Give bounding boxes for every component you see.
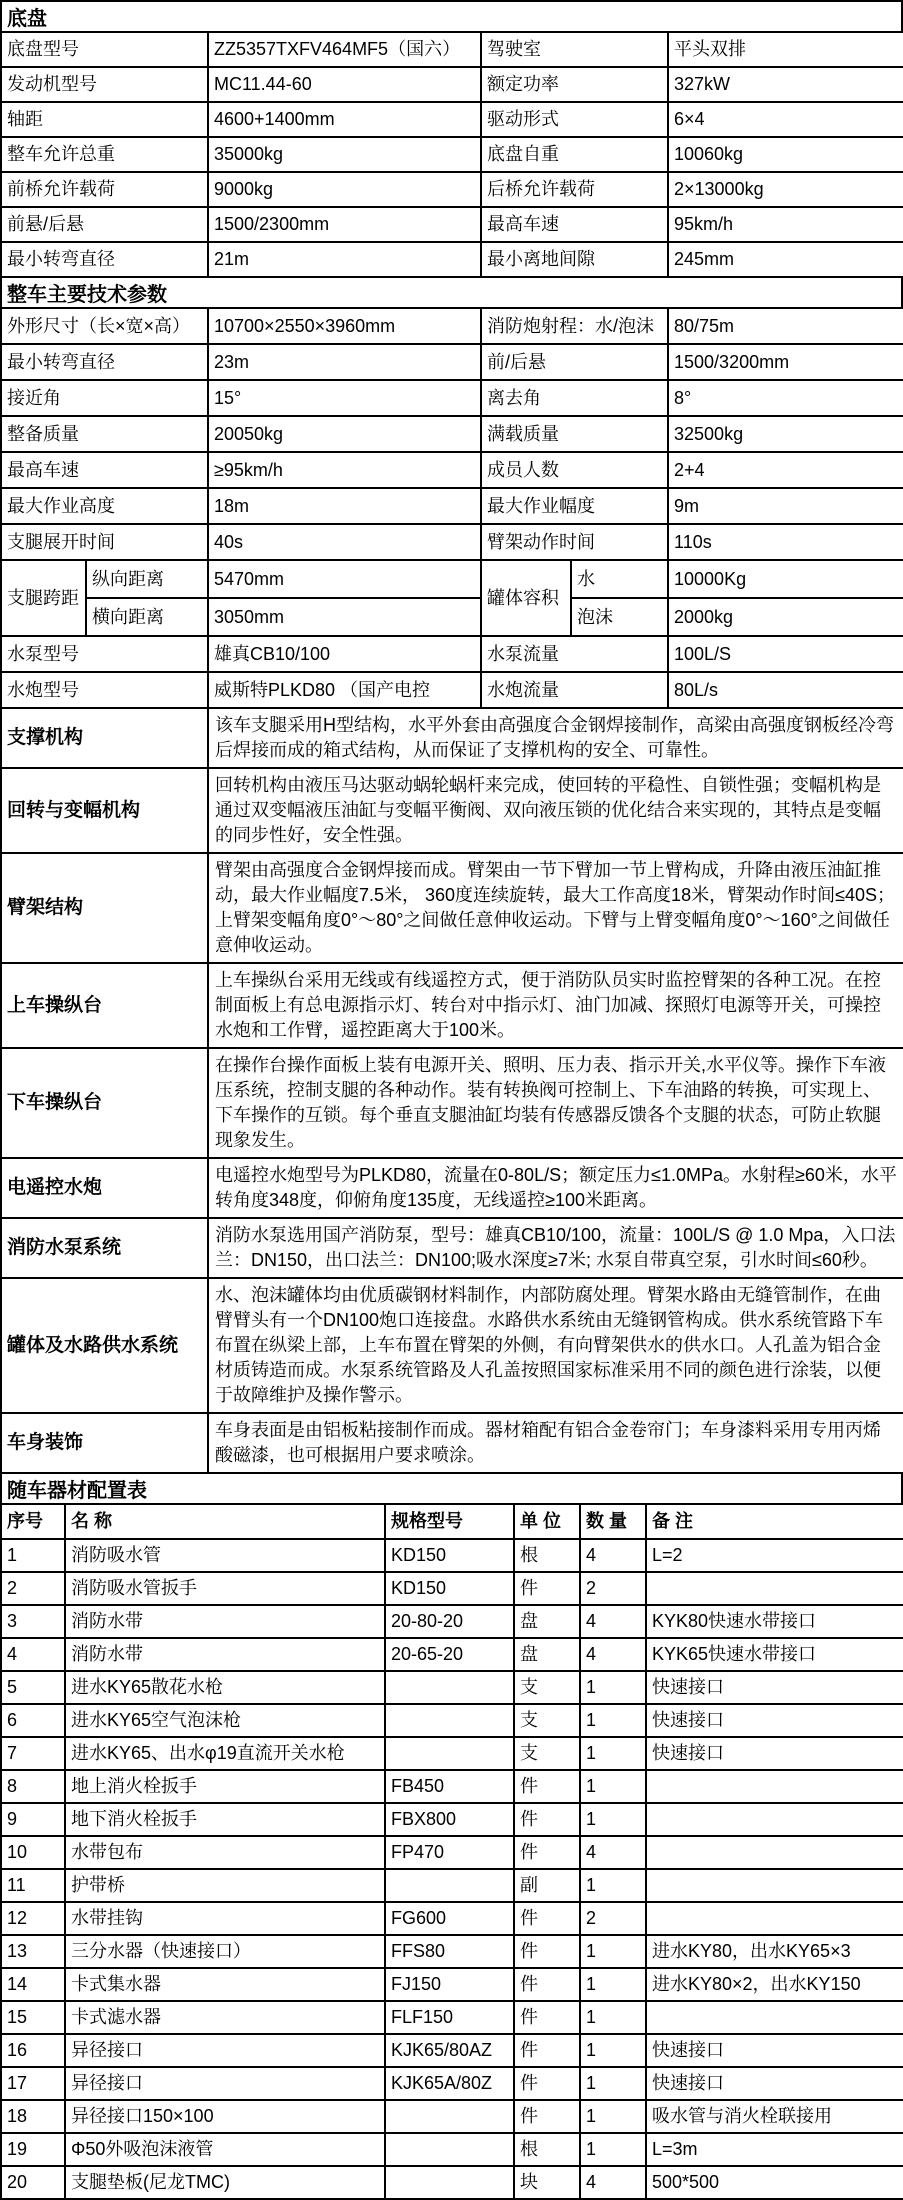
- description-label-cell: 罐体及水路供水系统: [1, 1278, 208, 1413]
- spec-value-cell: 5470mm: [208, 560, 481, 598]
- equipment-remark-cell: [646, 2001, 903, 2034]
- equipment-header-cell: 规格型号: [385, 1504, 514, 1539]
- chassis-row: [1, 102, 903, 137]
- equipment-model-cell: KJK65/80AZ: [385, 2034, 514, 2067]
- spec-value-cell: 35000kg: [208, 137, 481, 172]
- description-text-cell: 上车操纵台采用无线或有线遥控方式，便于消防队员实时监控臂架的各种工况。在控制面板上有总电源指示灯、转台对中指示灯、油门加减、探照灯电源等开关，可操控水炮和工作臂，遥控距离大于100米。: [208, 963, 903, 1048]
- equipment-unit-cell: 支: [514, 1737, 580, 1770]
- equipment-qty-cell: 2: [580, 1572, 646, 1605]
- description-text-cell: 臂架由高强度合金钢焊接而成。臂架由一节下臂加一节上臂构成，升降由液压油缸推动，最大作业幅度7.5米， 360度连续旋转，最大工作高度18米，臂架动作时间≤40S；上臂架变幅角度0°～80°之间做任意伸收运动。下臂与上臂变幅角度0°～160°之间做任意伸收运动。: [208, 853, 903, 963]
- spec-value-cell: 2000kg: [668, 598, 903, 636]
- description-table: [0, 707, 903, 1474]
- equipment-index-cell: 2: [1, 1572, 65, 1605]
- equipment-header-cell: 单 位: [514, 1504, 580, 1539]
- equipment-unit-cell: 件: [514, 1836, 580, 1869]
- equipment-remark-cell: KYK80快速水带接口: [646, 1605, 903, 1638]
- chassis-table: [0, 31, 903, 278]
- equipment-index-cell: 1: [1, 1539, 65, 1572]
- equipment-model-cell: KJK65A/80Z: [385, 2067, 514, 2100]
- equipment-model-cell: [385, 2166, 514, 2199]
- params-row: [1, 524, 903, 560]
- equipment-table: [0, 1503, 903, 2200]
- description-row: [1, 708, 903, 768]
- equipment-remark-cell: 进水KY80×2，出水KY150: [646, 1968, 903, 2001]
- equipment-row: [1, 1968, 903, 2001]
- spec-value-cell: 15°: [208, 380, 481, 416]
- equipment-name-cell: 支腿垫板(尼龙TMC): [65, 2166, 385, 2199]
- equipment-name-cell: 消防吸水管: [65, 1539, 385, 1572]
- equipment-unit-cell: 件: [514, 1770, 580, 1803]
- equipment-unit-cell: 盘: [514, 1638, 580, 1671]
- equipment-name-cell: 三分水器（快速接口）: [65, 1935, 385, 1968]
- spec-label-cell: 水炮流量: [481, 672, 668, 708]
- spec-sublabel-cell: 水: [571, 560, 668, 598]
- equipment-model-cell: [385, 1869, 514, 1902]
- equipment-name-cell: 地上消火栓扳手: [65, 1770, 385, 1803]
- description-text-cell: 该车支腿采用H型结构，水平外套由高强度合金钢焊接制作，高梁由高强度钢板经冷弯后焊接而成的箱式结构，从而保证了支撑机构的安全、可靠性。: [208, 708, 903, 768]
- equipment-remark-cell: [646, 1836, 903, 1869]
- spec-label-cell: 罐体容积: [481, 560, 571, 636]
- spec-label-cell: 臂架动作时间: [481, 524, 668, 560]
- equipment-row: [1, 1671, 903, 1704]
- spec-value-cell: 10060kg: [668, 137, 903, 172]
- section-title-params: 整车主要技术参数: [0, 276, 903, 309]
- params-row: [1, 636, 903, 672]
- description-text-cell: 回转机构由液压马达驱动蜗轮蜗杆来完成，使回转的平稳性、自锁性强；变幅机构是通过双变幅液压油缸与变幅平衡阀、双向液压锁的优化结合来实现的，其特点是变幅的同步性好，安全性强。: [208, 768, 903, 853]
- spec-label-cell: 额定功率: [481, 67, 668, 102]
- equipment-qty-cell: 1: [580, 1869, 646, 1902]
- equipment-remark-cell: [646, 1869, 903, 1902]
- spec-label-cell: 前/后悬: [481, 344, 668, 380]
- spec-value-cell: 100L/S: [668, 636, 903, 672]
- equipment-name-cell: 进水KY65散花水枪: [65, 1671, 385, 1704]
- description-text-cell: 在操作台操作面板上装有电源开关、照明、压力表、指示开关,水平仪等。操作下车液压系统，控制支腿的各种动作。装有转换阀可控制上、下车油路的转换，可实现上、下车操作的互锁。每个垂直支腿油缸均装有传感器反馈各个支腿的状态，可防止软腿现象发生。: [208, 1048, 903, 1158]
- spec-label-cell: 驱动形式: [481, 102, 668, 137]
- equipment-name-cell: 消防水带: [65, 1605, 385, 1638]
- description-label-cell: 车身装饰: [1, 1413, 208, 1473]
- params-row: [1, 416, 903, 452]
- equipment-name-cell: 地下消火栓扳手: [65, 1803, 385, 1836]
- equipment-remark-cell: 快速接口: [646, 2034, 903, 2067]
- spec-label-cell: 整车允许总重: [1, 137, 208, 172]
- equipment-qty-cell: 1: [580, 2100, 646, 2133]
- spec-label-cell: 最高车速: [481, 207, 668, 242]
- equipment-model-cell: [385, 1737, 514, 1770]
- description-row: [1, 1048, 903, 1158]
- spec-value-cell: ZZ5357TXFV464MF5（国六）: [208, 32, 481, 67]
- equipment-index-cell: 18: [1, 2100, 65, 2133]
- equipment-header-row: [1, 1504, 903, 1539]
- equipment-qty-cell: 4: [580, 1539, 646, 1572]
- equipment-index-cell: 16: [1, 2034, 65, 2067]
- spec-value-cell: 10700×2550×3960mm: [208, 308, 481, 344]
- equipment-remark-cell: 快速接口: [646, 2067, 903, 2100]
- spec-label-cell: 后桥允许载荷: [481, 172, 668, 207]
- equipment-row: [1, 1704, 903, 1737]
- equipment-model-cell: FJ150: [385, 1968, 514, 2001]
- spec-label-cell: 最小转弯直径: [1, 344, 208, 380]
- spec-label-cell: 最小离地间隙: [481, 242, 668, 277]
- equipment-qty-cell: 1: [580, 1770, 646, 1803]
- params-row: [1, 344, 903, 380]
- equipment-row: [1, 1902, 903, 1935]
- equipment-unit-cell: 支: [514, 1704, 580, 1737]
- spec-label-cell: 最小转弯直径: [1, 242, 208, 277]
- chassis-row: [1, 67, 903, 102]
- description-row: [1, 963, 903, 1048]
- spec-value-cell: 4600+1400mm: [208, 102, 481, 137]
- equipment-index-cell: 10: [1, 1836, 65, 1869]
- equipment-index-cell: 9: [1, 1803, 65, 1836]
- equipment-unit-cell: 件: [514, 2034, 580, 2067]
- spec-value-cell: 平头双排: [668, 32, 903, 67]
- spec-label-cell: 支腿跨距: [1, 560, 86, 636]
- spec-sublabel-cell: 纵向距离: [86, 560, 208, 598]
- equipment-index-cell: 20: [1, 2166, 65, 2199]
- spec-value-cell: 9000kg: [208, 172, 481, 207]
- equipment-remark-cell: [646, 1572, 903, 1605]
- description-row: [1, 1278, 903, 1413]
- equipment-name-cell: 消防水带: [65, 1638, 385, 1671]
- description-label-cell: 下车操纵台: [1, 1048, 208, 1158]
- equipment-name-cell: Φ50外吸泡沫液管: [65, 2133, 385, 2166]
- spec-value-cell: 32500kg: [668, 416, 903, 452]
- equipment-remark-cell: L=2: [646, 1539, 903, 1572]
- equipment-index-cell: 3: [1, 1605, 65, 1638]
- equipment-model-cell: [385, 1704, 514, 1737]
- description-row: [1, 1413, 903, 1473]
- equipment-model-cell: FB450: [385, 1770, 514, 1803]
- params-row: [1, 380, 903, 416]
- spec-value-cell: 10000Kg: [668, 560, 903, 598]
- equipment-qty-cell: 4: [580, 1638, 646, 1671]
- equipment-unit-cell: 副: [514, 1869, 580, 1902]
- spec-value-cell: 6×4: [668, 102, 903, 137]
- chassis-row: [1, 172, 903, 207]
- description-text-cell: 电遥控水炮型号为PLKD80，流量在0-80L/S；额定压力≤1.0MPa。水射程≥60米，水平转角度348度，仰俯角度135度，无线遥控≥100米距离。: [208, 1158, 903, 1218]
- equipment-name-cell: 异径接口150×100: [65, 2100, 385, 2133]
- equipment-index-cell: 13: [1, 1935, 65, 1968]
- spec-value-cell: 21m: [208, 242, 481, 277]
- params-row: [1, 672, 903, 708]
- spec-label-cell: 整备质量: [1, 416, 208, 452]
- equipment-index-cell: 11: [1, 1869, 65, 1902]
- equipment-qty-cell: 4: [580, 1836, 646, 1869]
- spec-label-cell: 最大作业幅度: [481, 488, 668, 524]
- spec-sublabel-cell: 横向距离: [86, 598, 208, 636]
- spec-label-cell: 水泵流量: [481, 636, 668, 672]
- equipment-model-cell: [385, 2100, 514, 2133]
- spec-value-cell: 3050mm: [208, 598, 481, 636]
- equipment-unit-cell: 件: [514, 1572, 580, 1605]
- equipment-unit-cell: 块: [514, 2166, 580, 2199]
- equipment-index-cell: 6: [1, 1704, 65, 1737]
- spec-value-cell: 9m: [668, 488, 903, 524]
- description-label-cell: 电遥控水炮: [1, 1158, 208, 1218]
- spec-value-cell: 雄真CB10/100: [208, 636, 481, 672]
- equipment-row: [1, 1638, 903, 1671]
- spec-value-cell: 23m: [208, 344, 481, 380]
- description-text-cell: 水、泡沫罐体均由优质碳钢材料制作，内部防腐处理。臂架水路由无缝管制作，在曲臂臂头有一个DN100炮口连接盘。水路供水系统由无缝钢管构成。供水系统管路下车布置在纵梁上部，上车布置在臂架的外侧，有向臂架供水的供水口。人孔盖为铝合金材质铸造而成。水泵系统管路及人孔盖按照国家标准采用不同的颜色进行涂装，以便于故障维护及操作警示。: [208, 1278, 903, 1413]
- equipment-row: [1, 1836, 903, 1869]
- spec-value-cell: 327kW: [668, 67, 903, 102]
- equipment-remark-cell: 快速接口: [646, 1737, 903, 1770]
- description-row: [1, 768, 903, 853]
- spec-value-cell: 1500/2300mm: [208, 207, 481, 242]
- equipment-unit-cell: 件: [514, 2067, 580, 2100]
- description-row: [1, 1158, 903, 1218]
- equipment-row: [1, 2001, 903, 2034]
- spec-value-cell: MC11.44-60: [208, 67, 481, 102]
- equipment-unit-cell: 件: [514, 1902, 580, 1935]
- params-nested-row: [1, 598, 903, 636]
- equipment-row: [1, 2133, 903, 2166]
- spec-value-cell: 245mm: [668, 242, 903, 277]
- equipment-row: [1, 2100, 903, 2133]
- equipment-unit-cell: 件: [514, 1935, 580, 1968]
- equipment-qty-cell: 1: [580, 1935, 646, 1968]
- equipment-qty-cell: 4: [580, 1605, 646, 1638]
- equipment-model-cell: FFS80: [385, 1935, 514, 1968]
- equipment-qty-cell: 2: [580, 1902, 646, 1935]
- spec-label-cell: 成员人数: [481, 452, 668, 488]
- equipment-remark-cell: KYK65快速水带接口: [646, 1638, 903, 1671]
- equipment-unit-cell: 盘: [514, 1605, 580, 1638]
- params-nested-row: [1, 560, 903, 598]
- description-label-cell: 臂架结构: [1, 853, 208, 963]
- equipment-row: [1, 2034, 903, 2067]
- equipment-row: [1, 1803, 903, 1836]
- description-label-cell: 消防水泵系统: [1, 1218, 208, 1278]
- equipment-unit-cell: 件: [514, 2001, 580, 2034]
- equipment-remark-cell: 吸水管与消火栓联接用: [646, 2100, 903, 2133]
- spec-value-cell: 80/75m: [668, 308, 903, 344]
- equipment-remark-cell: 快速接口: [646, 1671, 903, 1704]
- spec-label-cell: 前桥允许载荷: [1, 172, 208, 207]
- equipment-remark-cell: 500*500: [646, 2166, 903, 2199]
- equipment-name-cell: 消防吸水管扳手: [65, 1572, 385, 1605]
- equipment-row: [1, 1869, 903, 1902]
- equipment-remark-cell: L=3m: [646, 2133, 903, 2166]
- equipment-qty-cell: 1: [580, 1704, 646, 1737]
- equipment-index-cell: 5: [1, 1671, 65, 1704]
- equipment-row: [1, 1737, 903, 1770]
- spec-label-cell: 支腿展开时间: [1, 524, 208, 560]
- equipment-model-cell: 20-65-20: [385, 1638, 514, 1671]
- equipment-name-cell: 水带包布: [65, 1836, 385, 1869]
- equipment-qty-cell: 1: [580, 2001, 646, 2034]
- description-text-cell: 消防水泵选用国产消防泵，型号：雄真CB10/100，流量：100L/S @ 1.0 Mpa，入口法兰：DN150，出口法兰：DN100;吸水深度≥7米; 水泵自带真空泵，引水时间≤60秒。: [208, 1218, 903, 1278]
- equipment-index-cell: 4: [1, 1638, 65, 1671]
- spec-value-cell: 80L/s: [668, 672, 903, 708]
- equipment-qty-cell: 1: [580, 1803, 646, 1836]
- equipment-model-cell: FLF150: [385, 2001, 514, 2034]
- equipment-name-cell: 进水KY65、出水φ19直流开关水枪: [65, 1737, 385, 1770]
- equipment-header-cell: 数 量: [580, 1504, 646, 1539]
- equipment-index-cell: 17: [1, 2067, 65, 2100]
- equipment-name-cell: 水带挂钩: [65, 1902, 385, 1935]
- description-text-cell: 车身表面是由铝板粘接制作而成。器材箱配有铝合金卷帘门；车身漆料采用专用丙烯酸磁漆，也可根据用户要求喷涂。: [208, 1413, 903, 1473]
- equipment-remark-cell: [646, 1770, 903, 1803]
- spec-sublabel-cell: 泡沫: [571, 598, 668, 636]
- equipment-qty-cell: 4: [580, 2166, 646, 2199]
- equipment-qty-cell: 1: [580, 1968, 646, 2001]
- spec-label-cell: 水炮型号: [1, 672, 208, 708]
- equipment-index-cell: 14: [1, 1968, 65, 2001]
- spec-label-cell: 消防炮射程：水/泡沫: [481, 308, 668, 344]
- equipment-unit-cell: 件: [514, 1968, 580, 2001]
- spec-label-cell: 离去角: [481, 380, 668, 416]
- chassis-row: [1, 137, 903, 172]
- equipment-unit-cell: 根: [514, 2133, 580, 2166]
- equipment-row: [1, 1935, 903, 1968]
- equipment-remark-cell: [646, 1803, 903, 1836]
- equipment-qty-cell: 1: [580, 2034, 646, 2067]
- spec-value-cell: 20050kg: [208, 416, 481, 452]
- equipment-header-cell: 序号: [1, 1504, 65, 1539]
- equipment-qty-cell: 1: [580, 1737, 646, 1770]
- equipment-row: [1, 1770, 903, 1803]
- spec-label-cell: 最大作业高度: [1, 488, 208, 524]
- spec-label-cell: 外形尺寸（长×宽×高）: [1, 308, 208, 344]
- spec-label-cell: 水泵型号: [1, 636, 208, 672]
- spec-value-cell: 8°: [668, 380, 903, 416]
- spec-label-cell: 驾驶室: [481, 32, 668, 67]
- equipment-name-cell: 异径接口: [65, 2067, 385, 2100]
- description-label-cell: 支撑机构: [1, 708, 208, 768]
- params-row: [1, 308, 903, 344]
- equipment-model-cell: KD150: [385, 1572, 514, 1605]
- description-row: [1, 853, 903, 963]
- equipment-name-cell: 卡式滤水器: [65, 2001, 385, 2034]
- equipment-unit-cell: 根: [514, 1539, 580, 1572]
- equipment-name-cell: 异径接口: [65, 2034, 385, 2067]
- params-table: [0, 307, 903, 709]
- spec-label-cell: 底盘型号: [1, 32, 208, 67]
- params-row: [1, 488, 903, 524]
- equipment-unit-cell: 件: [514, 1803, 580, 1836]
- equipment-qty-cell: 1: [580, 2067, 646, 2100]
- equipment-header-cell: 备 注: [646, 1504, 903, 1539]
- section-title-chassis: 底盘: [0, 0, 903, 33]
- spec-value-cell: 40s: [208, 524, 481, 560]
- spec-label-cell: 发动机型号: [1, 67, 208, 102]
- equipment-index-cell: 15: [1, 2001, 65, 2034]
- equipment-qty-cell: 1: [580, 2133, 646, 2166]
- equipment-index-cell: 19: [1, 2133, 65, 2166]
- description-row: [1, 1218, 903, 1278]
- equipment-model-cell: FG600: [385, 1902, 514, 1935]
- chassis-row: [1, 32, 903, 67]
- equipment-row: [1, 1539, 903, 1572]
- description-label-cell: 上车操纵台: [1, 963, 208, 1048]
- equipment-row: [1, 1572, 903, 1605]
- chassis-row: [1, 242, 903, 277]
- equipment-header-cell: 名 称: [65, 1504, 385, 1539]
- spec-value-cell: 2+4: [668, 452, 903, 488]
- equipment-name-cell: 进水KY65空气泡沫枪: [65, 1704, 385, 1737]
- equipment-model-cell: [385, 1671, 514, 1704]
- spec-value-cell: 95km/h: [668, 207, 903, 242]
- spec-label-cell: 满载质量: [481, 416, 668, 452]
- equipment-index-cell: 12: [1, 1902, 65, 1935]
- equipment-unit-cell: 支: [514, 1671, 580, 1704]
- equipment-unit-cell: 件: [514, 2100, 580, 2133]
- equipment-model-cell: FP470: [385, 1836, 514, 1869]
- equipment-row: [1, 2166, 903, 2199]
- equipment-index-cell: 8: [1, 1770, 65, 1803]
- equipment-model-cell: [385, 2133, 514, 2166]
- spec-value-cell: 18m: [208, 488, 481, 524]
- equipment-row: [1, 2067, 903, 2100]
- chassis-row: [1, 207, 903, 242]
- spec-label-cell: 接近角: [1, 380, 208, 416]
- spec-value-cell: 威斯特PLKD80 （国产电控: [208, 672, 481, 708]
- equipment-name-cell: 卡式集水器: [65, 1968, 385, 2001]
- spec-value-cell: 1500/3200mm: [668, 344, 903, 380]
- equipment-model-cell: 20-80-20: [385, 1605, 514, 1638]
- spec-label-cell: 底盘自重: [481, 137, 668, 172]
- equipment-qty-cell: 1: [580, 1671, 646, 1704]
- equipment-model-cell: KD150: [385, 1539, 514, 1572]
- spec-label-cell: 轴距: [1, 102, 208, 137]
- equipment-model-cell: FBX800: [385, 1803, 514, 1836]
- spec-label-cell: 最高车速: [1, 452, 208, 488]
- spec-label-cell: 前悬/后悬: [1, 207, 208, 242]
- equipment-remark-cell: [646, 1902, 903, 1935]
- equipment-remark-cell: 快速接口: [646, 1704, 903, 1737]
- equipment-index-cell: 7: [1, 1737, 65, 1770]
- spec-value-cell: 110s: [668, 524, 903, 560]
- equipment-remark-cell: 进水KY80，出水KY65×3: [646, 1935, 903, 1968]
- spec-value-cell: ≥95km/h: [208, 452, 481, 488]
- description-label-cell: 回转与变幅机构: [1, 768, 208, 853]
- params-row: [1, 452, 903, 488]
- spec-value-cell: 2×13000kg: [668, 172, 903, 207]
- equipment-name-cell: 护带桥: [65, 1869, 385, 1902]
- section-title-equipment: 随车器材配置表: [0, 1472, 903, 1505]
- equipment-row: [1, 1605, 903, 1638]
